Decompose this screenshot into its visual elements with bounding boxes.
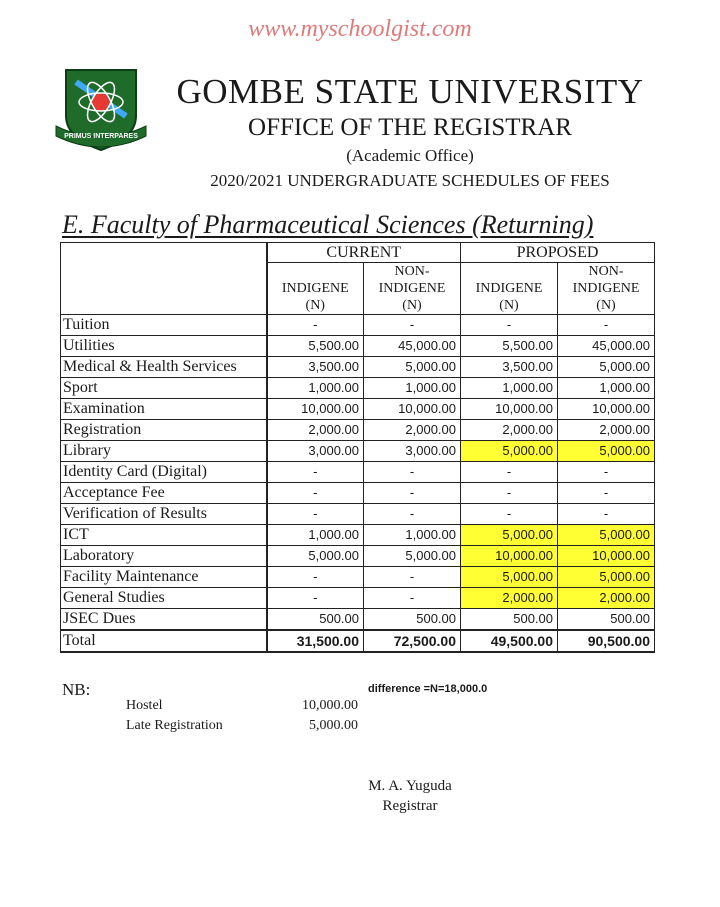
fee-value: 2,000.00 [267,420,364,441]
fee-value: - [558,483,655,504]
table-row [61,567,655,588]
table-row [61,336,655,357]
fee-value: 3,500.00 [461,357,558,378]
fee-value: 5,000.00 [364,357,461,378]
fee-value: - [364,588,461,609]
col-header-line2: INDIGENE [461,280,558,297]
col-header-line1: NON- [364,263,461,281]
fee-value: 1,000.00 [267,378,364,399]
table-row [61,609,655,631]
fee-rows [61,315,655,631]
fee-value: 10,000.00 [461,546,558,567]
fee-value: 5,000.00 [461,441,558,462]
col-header-unit: (N) [267,297,364,315]
fee-value: 10,000.00 [461,399,558,420]
note-item-value: 10,000.00 [302,698,358,713]
fee-value: 5,000.00 [558,567,655,588]
fee-value: 2,000.00 [461,420,558,441]
fee-value: 1,000.00 [364,525,461,546]
fee-item-label: Library [61,441,267,462]
table-row [61,399,655,420]
fee-item-label: Medical & Health Services [61,357,267,378]
fee-value: 2,000.00 [461,588,558,609]
fee-value: - [364,462,461,483]
group-proposed: PROPOSED [461,243,655,263]
table-row [61,441,655,462]
fee-item-label: Registration [61,420,267,441]
col-header-line2: INDIGENE [558,280,655,297]
table-row [61,504,655,525]
total-row [61,630,655,652]
difference-note: difference =N=18,000.0 [368,683,488,695]
note-item-value: 5,000.00 [309,718,358,733]
corner-cell [61,243,267,315]
fee-item-label: JSEC Dues [61,609,267,631]
svg-text:PRIMUS INTERPARES: PRIMUS INTERPARES [64,133,138,140]
fee-value: - [267,504,364,525]
group-current: CURRENT [267,243,461,263]
fee-item-label: Facility Maintenance [61,567,267,588]
table-row [61,378,655,399]
fee-value: 45,000.00 [558,336,655,357]
fee-value: 3,000.00 [364,441,461,462]
fee-value: - [364,504,461,525]
total-value: 72,500.00 [364,630,461,652]
col-header-unit: (N) [558,297,655,315]
signatory-title: Registrar [382,798,438,814]
table-row [61,420,655,441]
fee-value: 10,000.00 [558,399,655,420]
fee-value: - [267,483,364,504]
fee-value: 5,000.00 [558,441,655,462]
fee-value: - [461,483,558,504]
total-label: Total [61,630,267,652]
fee-item-label: Sport [61,378,267,399]
col-header-line2: INDIGENE [364,280,461,297]
fee-value: - [461,315,558,336]
fee-value: - [267,567,364,588]
fee-item-label: ICT [61,525,267,546]
fee-value: 500.00 [267,609,364,631]
university-logo [52,64,150,154]
fee-value: 5,000.00 [558,525,655,546]
col-header-line1 [267,263,364,281]
office-title: OFFICE OF THE REGISTRAR [248,114,572,141]
fee-value: 45,000.00 [364,336,461,357]
fee-value: - [558,462,655,483]
fee-value: - [364,567,461,588]
watermark: www.myschoolgist.com [248,16,472,42]
fee-item-label: Examination [61,399,267,420]
fee-value: 2,000.00 [364,420,461,441]
group-header-row [61,243,655,263]
fee-value: 500.00 [364,609,461,631]
fee-value: - [364,315,461,336]
col-header-line1 [461,263,558,281]
fee-value: - [461,504,558,525]
table-row [61,315,655,336]
fee-item-label: Laboratory [61,546,267,567]
fee-value: - [364,483,461,504]
fee-value: 10,000.00 [558,546,655,567]
university-name: GOMBE STATE UNIVERSITY [176,72,644,111]
table-row [61,483,655,504]
fee-value: 5,000.00 [461,567,558,588]
section-title: E. Faculty of Pharmaceutical Sciences (Returning) [62,210,594,239]
col-header-unit: (N) [461,297,558,315]
fee-value: 2,000.00 [558,420,655,441]
fee-value: - [267,588,364,609]
fee-item-label: Acceptance Fee [61,483,267,504]
fee-value: 10,000.00 [267,399,364,420]
fee-value: 5,000.00 [364,546,461,567]
fee-value: 1,000.00 [558,378,655,399]
table-row [61,525,655,546]
fee-value: 3,000.00 [267,441,364,462]
table-row [61,357,655,378]
col-header-line2: INDIGENE [267,280,364,297]
fee-value: 3,500.00 [267,357,364,378]
fee-value: 1,000.00 [364,378,461,399]
note-item-label: Hostel [126,698,163,713]
total-value: 90,500.00 [558,630,655,652]
fee-value: - [267,315,364,336]
fee-value: 500.00 [461,609,558,631]
academic-office: (Academic Office) [346,146,474,165]
fee-value: 5,000.00 [267,546,364,567]
fee-value: 1,000.00 [267,525,364,546]
nb-label: NB: [62,680,91,699]
fee-value: 10,000.00 [364,399,461,420]
fee-value: 5,000.00 [558,357,655,378]
col-header-unit: (N) [364,297,461,315]
fees-table [60,242,655,653]
fee-value: 5,000.00 [461,525,558,546]
fee-item-label: Identity Card (Digital) [61,462,267,483]
fee-value: - [558,315,655,336]
fee-value: - [558,504,655,525]
total-value: 49,500.00 [461,630,558,652]
fee-value: 500.00 [558,609,655,631]
fee-item-label: General Studies [61,588,267,609]
table-row [61,588,655,609]
fee-value: 2,000.00 [558,588,655,609]
fee-value: 5,500.00 [267,336,364,357]
fee-value: - [461,462,558,483]
fee-item-label: Verification of Results [61,504,267,525]
fee-item-label: Utilities [61,336,267,357]
total-value: 31,500.00 [267,630,364,652]
col-header-line1: NON- [558,263,655,281]
table-row [61,546,655,567]
signatory-name: M. A. Yuguda [368,778,452,794]
fee-value: 1,000.00 [461,378,558,399]
schedule-title: 2020/2021 UNDERGRADUATE SCHEDULES OF FEES [210,171,610,190]
fee-item-label: Tuition [61,315,267,336]
fee-value: 5,500.00 [461,336,558,357]
table-row [61,462,655,483]
fee-value: - [267,462,364,483]
note-item-label: Late Registration [126,718,223,733]
